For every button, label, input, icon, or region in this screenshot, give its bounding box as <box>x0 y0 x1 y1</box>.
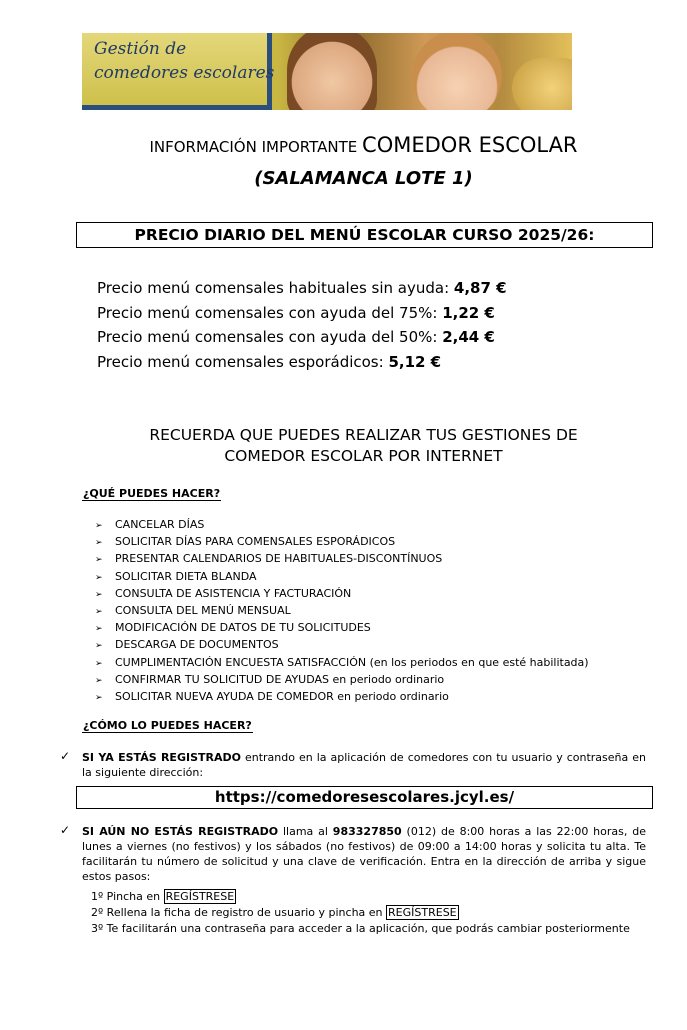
step-2 <box>91 905 646 921</box>
list-item-text: CONFIRMAR TU SOLICITUD DE AYUDAS <box>115 672 330 686</box>
reminder-line1: RECUERDA QUE PUEDES REALIZAR TUS GESTIONES DE <box>149 426 578 444</box>
list-item-text: SOLICITAR NUEVA AYUDA DE COMEDOR <box>115 689 334 703</box>
arrow-bullet-icon: ➢ <box>95 675 103 686</box>
price-list <box>97 276 507 374</box>
list-item <box>95 585 589 602</box>
list-item <box>95 654 589 671</box>
price-heading-box: PRECIO DIARIO DEL MENÚ ESCOLAR CURSO 2025/26: <box>76 222 653 248</box>
price-row <box>97 350 507 375</box>
action-list <box>95 516 589 705</box>
section-heading-what: ¿QUÉ PUEDES HACER? <box>83 487 221 500</box>
arrow-bullet-icon: ➢ <box>95 521 103 531</box>
list-item-text: PRESENTAR CALENDARIOS DE HABITUALES-DISCONTÍNUOS <box>115 552 443 566</box>
list-item-text: SOLICITAR DÍAS PARA COMENSALES ESPORÁDICOS <box>115 535 396 549</box>
price-row <box>97 301 507 326</box>
price-value: 2,44 € <box>442 328 495 346</box>
banner-child-photo-left <box>287 33 377 110</box>
registered-paragraph <box>82 750 646 780</box>
price-row <box>97 325 507 350</box>
list-item <box>95 636 589 653</box>
checkmark-icon: ✓ <box>60 749 71 763</box>
list-item <box>95 516 589 533</box>
section-heading-how: ¿CÓMO LO PUEDES HACER? <box>83 719 252 732</box>
banner-title-line2: comedores escolares <box>94 63 275 83</box>
arrow-bullet-icon: ➢ <box>95 641 103 652</box>
banner-plate-photo <box>512 58 572 110</box>
step-3: 3º Te facilitarán una contraseña para acceder a la aplicación, que podrás cambiar posteriormente <box>91 922 630 935</box>
list-item <box>95 688 589 705</box>
banner-child-photo-right <box>412 33 502 110</box>
list-item-text: CANCELAR DÍAS <box>115 518 205 531</box>
list-item <box>95 533 589 550</box>
list-item-text: SOLICITAR DIETA BLANDA <box>115 569 257 583</box>
list-item-text: CONSULTA DEL MENÚ MENSUAL <box>115 603 291 617</box>
arrow-bullet-icon: ➢ <box>95 572 103 583</box>
list-item-text: CONSULTA DE ASISTENCIA Y FACTURACIÓN <box>115 586 352 600</box>
price-value: 4,87 € <box>453 279 507 297</box>
banner-title-line1: Gestión de <box>94 39 187 59</box>
price-value: 5,12 € <box>388 352 442 371</box>
list-item <box>95 550 589 567</box>
title-prefix: INFORMACIÓN IMPORTANTE <box>149 138 358 156</box>
list-item-text: CUMPLIMENTACIÓN ENCUESTA SATISFACCIÓN <box>115 655 367 669</box>
price-row <box>97 276 507 301</box>
step-2-text: 2º Rellena la ficha de registro de usuario y pincha en <box>91 906 387 919</box>
app-url-link[interactable]: https://comedoresescolares.jcyl.es/ <box>76 786 653 809</box>
list-item-text: MODIFICACIÓN DE DATOS DE TU SOLICITUDES <box>115 621 371 635</box>
price-label: Precio menú comensales habituales sin ayuda: <box>97 279 454 297</box>
list-item-suffix: en periodo ordinario <box>333 689 449 703</box>
list-item-text: DESCARGA DE DOCUMENTOS <box>115 638 279 652</box>
list-item <box>95 619 589 636</box>
page-title <box>0 133 687 157</box>
price-label: Precio menú comensales con ayuda del 50%: <box>97 328 443 346</box>
step-1-text: 1º Pincha en <box>91 890 164 903</box>
not-registered-paragraph <box>82 824 646 884</box>
banner-frame-horizontal <box>82 105 272 110</box>
checkmark-icon: ✓ <box>60 823 71 837</box>
banner-image <box>82 33 572 110</box>
price-label: Precio menú comensales esporádicos: <box>97 352 389 371</box>
register-button[interactable]: REGÍSTRESE <box>388 906 457 919</box>
price-value: 1,22 € <box>442 303 495 322</box>
list-item <box>95 602 589 619</box>
registered-text: entrando en la aplicación de comedores con tu usuario y contraseña en la siguiente dirección: <box>82 751 646 779</box>
arrow-bullet-icon: ➢ <box>95 624 103 635</box>
arrow-bullet-icon: ➢ <box>95 606 103 617</box>
not-registered-text2: (012) de 8:00 horas a las 22:00 horas, de lunes a viernes (no festivos) y los sábados (no festivos) de 09:00 a 14:00 horas y solicita tu alta. Te facilitarán tu número de solicitud y una clave de verificación. Entra en la dirección de arriba y sigue estos pasos: <box>82 825 646 883</box>
arrow-bullet-icon: ➢ <box>95 658 103 669</box>
reminder-line2: COMEDOR ESCOLAR POR INTERNET <box>224 447 503 465</box>
title-main: COMEDOR ESCOLAR <box>362 133 578 157</box>
page-subtitle: (SALAMANCA LOTE 1) <box>254 168 473 189</box>
list-item <box>95 568 589 585</box>
not-registered-text1: llama al <box>278 825 333 838</box>
list-item <box>95 671 589 688</box>
arrow-bullet-icon: ➢ <box>95 555 103 566</box>
registered-bold: SI YA ESTÁS REGISTRADO <box>82 751 241 764</box>
reminder-heading <box>0 425 687 467</box>
price-label: Precio menú comensales con ayuda del 75%: <box>97 303 443 322</box>
list-item-suffix: (en los periodos en que esté habilitada) <box>366 655 589 669</box>
step-1 <box>91 889 646 905</box>
arrow-bullet-icon: ➢ <box>95 538 103 549</box>
arrow-bullet-icon: ➢ <box>95 692 103 703</box>
register-button[interactable]: REGÍSTRESE <box>165 890 235 903</box>
list-item-suffix: en periodo ordinario <box>329 672 445 686</box>
phone-number: 983327850 <box>332 825 402 838</box>
arrow-bullet-icon: ➢ <box>95 589 103 600</box>
not-registered-bold: SI AÚN NO ESTÁS REGISTRADO <box>82 825 279 838</box>
